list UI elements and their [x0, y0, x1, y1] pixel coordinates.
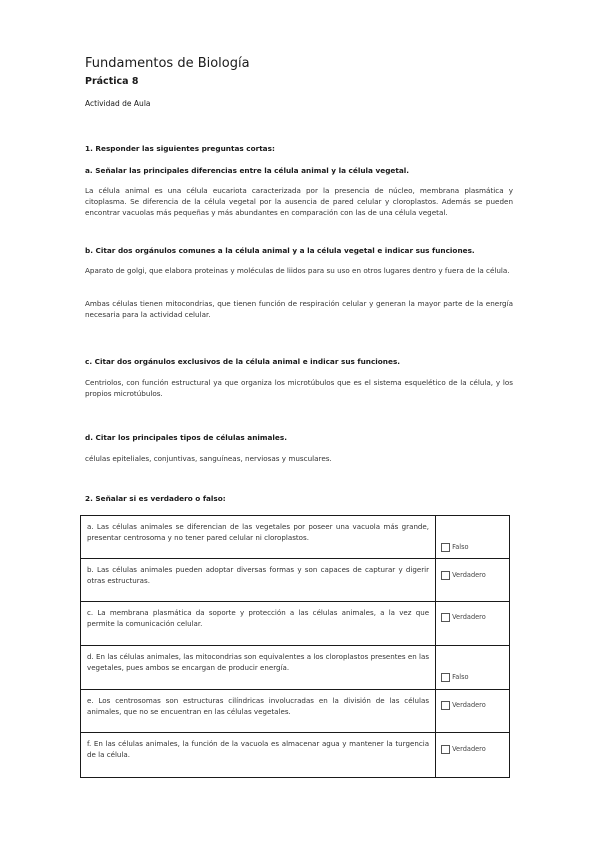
answer-label: Verdadero [452, 701, 486, 709]
answer-checkbox[interactable] [441, 543, 450, 552]
table-row [81, 559, 510, 602]
table-row [81, 516, 510, 559]
activity-label: Actividad de Aula [85, 99, 151, 108]
statement-cell: c. La membrana plasmática da soporte y protección a las células animales, a la vez que permite la comunicación celular. [81, 602, 436, 646]
statement-cell: a. Las células animales se diferencian de las vegetales por poseer una vacuola más grande, presentar centrosoma y no tener pared celular ni cloroplastos. [81, 516, 436, 559]
answer-label: Falso [452, 543, 469, 551]
question-d: d. Citar los principales tipos de células animales. [85, 433, 287, 442]
answer-checkbox[interactable] [441, 673, 450, 682]
statement-cell: f. En las células animales, la función de la vacuola es almacenar agua y mantener la turgencia de la célula. [81, 733, 436, 778]
answer-checkbox[interactable] [441, 745, 450, 754]
answer-label: Verdadero [452, 571, 486, 579]
answer-checkbox[interactable] [441, 613, 450, 622]
question-a: a. Señalar las principales diferencias entre la célula animal y la célula vegetal. [85, 166, 410, 175]
answer-cell [436, 733, 510, 778]
section-1-heading: 1. Responder las siguientes preguntas cortas: [85, 144, 275, 153]
table-row [81, 602, 510, 646]
answer-label: Falso [452, 673, 469, 681]
true-false-table [80, 515, 510, 778]
section-2-heading: 2. Señalar si es verdadero o falso: [85, 494, 226, 503]
answer-label: Verdadero [452, 745, 486, 753]
answer-cell [436, 559, 510, 602]
answer-b-2: Ambas células tienen mitocondrias, que tienen función de respiración celular y generan la mayor parte de la energía necesaria para la actividad celular. [85, 299, 513, 319]
answer-cell [436, 646, 510, 690]
statement-cell: d. En las células animales, las mitocondrias son equivalentes a los cloroplastos presentes en las vegetales, pues ambos se encargan de producir energía. [81, 646, 436, 690]
answer-cell [436, 516, 510, 559]
practice-subtitle: Práctica 8 [85, 76, 139, 87]
answer-a: La célula animal es una célula eucariota caracterizada por la presencia de núcleo, membrana plasmática y citoplasma. Se diferencia de la célula vegetal por la ausencia de pared celular y cloroplastos. Además se pueden encontrar vacuolas más pequeñas y más abundantes en comparación con las de una célula vegetal. [85, 186, 513, 217]
answer-checkbox[interactable] [441, 701, 450, 710]
answer-checkbox[interactable] [441, 571, 450, 580]
table-row [81, 646, 510, 690]
table-row [81, 733, 510, 778]
answer-cell [436, 690, 510, 733]
answer-b-1: Aparato de golgi, que elabora proteinas y moléculas de liidos para su uso en otros lugares dentro y fuera de la célula. [85, 266, 510, 275]
answer-cell [436, 602, 510, 646]
answer-d: células epiteliales, conjuntivas, sanguíneas, nerviosas y musculares. [85, 454, 332, 463]
statement-cell: b. Las células animales pueden adoptar diversas formas y son capaces de capturar y digerir otras estructuras. [81, 559, 436, 602]
document-title: Fundamentos de Biología [85, 56, 250, 71]
answer-label: Verdadero [452, 613, 486, 621]
question-b: b. Citar dos orgánulos comunes a la célula animal y a la célula vegetal e indicar sus funciones. [85, 246, 475, 255]
statement-cell: e. Los centrosomas son estructuras cilíndricas involucradas en la división de las células animales, que no se encuentran en las células vegetales. [81, 690, 436, 733]
question-c: c. Citar dos orgánulos exclusivos de la célula animal e indicar sus funciones. [85, 357, 401, 366]
table-row [81, 690, 510, 733]
answer-c: Centriolos, con función estructural ya que organiza los microtúbulos que es el sistema esquelético de la célula, y los propios microtúbulos. [85, 378, 513, 398]
